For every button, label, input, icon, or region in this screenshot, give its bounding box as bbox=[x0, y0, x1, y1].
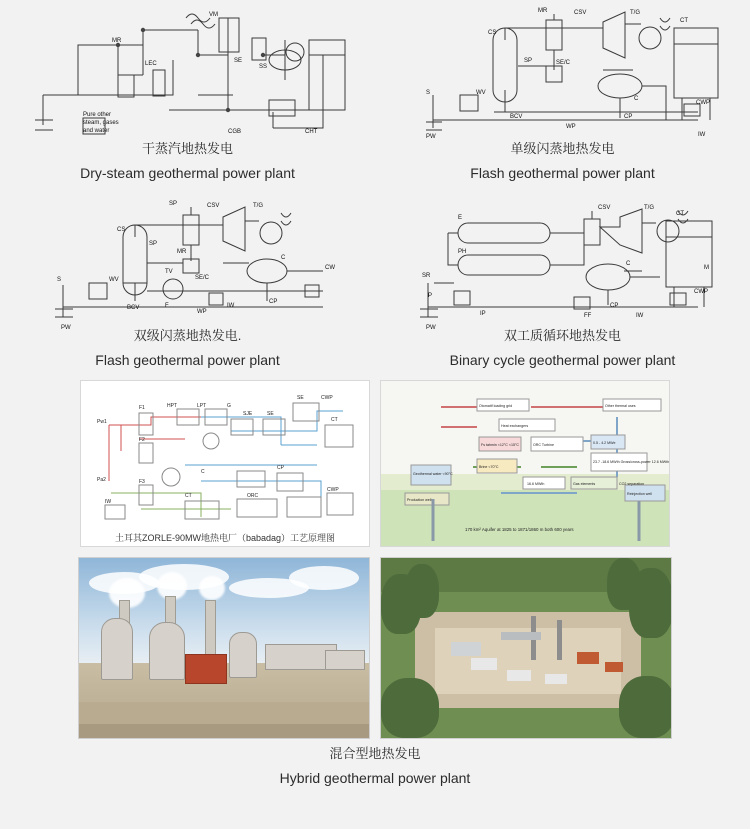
drilling-site-photo bbox=[380, 557, 672, 739]
figure-turkey-orc bbox=[80, 380, 370, 547]
orc-label-11: Geothermal water <90°C bbox=[413, 472, 453, 477]
diagram-binary-cycle bbox=[398, 197, 728, 332]
label-sr: SR bbox=[421, 273, 430, 280]
label-pw2: PW bbox=[60, 325, 71, 332]
diagram-dry-steam bbox=[23, 0, 353, 140]
label-mr3: MR bbox=[176, 249, 186, 256]
label-wp2: WP bbox=[196, 309, 207, 316]
label-cwp-b: CWP bbox=[327, 487, 339, 494]
photo-row bbox=[0, 557, 750, 739]
label-e: E bbox=[457, 215, 462, 222]
label-vm: VM bbox=[208, 12, 218, 18]
label-sp2: SP bbox=[168, 201, 177, 208]
label-tg2: T/G bbox=[252, 203, 263, 210]
figure-orc-process bbox=[380, 380, 670, 547]
label-cwp-a: CWP bbox=[321, 395, 333, 402]
label-cgb: CGB bbox=[227, 129, 241, 135]
caption-flash-single: 单级闪蒸地热发电 Flash geothermal power plant bbox=[470, 141, 655, 181]
label-iw2: IW bbox=[226, 303, 234, 310]
cell-flash-single bbox=[375, 0, 750, 183]
caption-binary-cycle: 双工质循环地热发电 Binary cycle geothermal power plant bbox=[449, 328, 676, 368]
label-se1: SE bbox=[267, 411, 274, 418]
label-sp: SP bbox=[523, 58, 532, 64]
label-iw: IW bbox=[697, 132, 705, 138]
diagram-flash-double bbox=[23, 197, 353, 332]
orc-label-4: ORC Turbine bbox=[533, 443, 554, 448]
label-iw3: IW bbox=[635, 313, 643, 320]
label-orc: ORC bbox=[247, 493, 259, 500]
orc-label-13: Production well bbox=[407, 498, 432, 503]
label-wp: WP bbox=[565, 124, 576, 130]
cell-flash-double bbox=[0, 197, 375, 370]
caption-hybrid: 混合型地热发电 Hybrid geothermal power plant bbox=[279, 746, 471, 787]
label-se: SE bbox=[233, 58, 242, 64]
label-g: G bbox=[227, 403, 231, 410]
label-bcv: BCV bbox=[509, 114, 522, 120]
figure-row bbox=[0, 380, 750, 547]
label-f1: F1 bbox=[139, 405, 145, 412]
label-c2: C bbox=[280, 255, 285, 262]
label-sp3: SP bbox=[148, 241, 157, 248]
label-cht: CHT bbox=[304, 129, 317, 135]
orc-label-6: 23.7 -18.6 MWth Gross/cross-power 12.6 MWth bbox=[593, 460, 669, 465]
label-se2: SE bbox=[297, 395, 304, 402]
label-note3: and water bbox=[82, 128, 109, 134]
label-tg3: T/G bbox=[643, 205, 654, 212]
caption-flash-double: 双级闪蒸地热发电. Flash geothermal power plant bbox=[95, 328, 280, 368]
label-ip: IP bbox=[479, 311, 486, 318]
schematic-row-2 bbox=[0, 197, 750, 370]
cell-binary-cycle bbox=[375, 197, 750, 370]
orc-label-12: Reinjection well bbox=[627, 492, 652, 497]
label-f: F bbox=[164, 303, 169, 310]
label-p: P bbox=[427, 293, 432, 300]
label-pw: PW bbox=[425, 134, 436, 140]
label-ph: PH bbox=[457, 249, 466, 256]
label-sec: SE/C bbox=[555, 60, 570, 66]
label-csv2: CSV bbox=[206, 203, 219, 210]
label-ct: CT bbox=[679, 18, 688, 24]
orc-label-9: Gas elements bbox=[573, 482, 596, 487]
orc-label-8: 16.6 MWth bbox=[527, 482, 545, 487]
label-mr-2: MR bbox=[537, 8, 547, 14]
label-tg: T/G bbox=[629, 10, 640, 16]
label-csv3: CSV bbox=[597, 205, 610, 212]
label-ct-a: CT bbox=[331, 417, 338, 424]
label-wv: WV bbox=[475, 90, 486, 96]
label-pw3: PW bbox=[425, 325, 436, 332]
orc-label-1: Other thermal uses bbox=[605, 404, 636, 409]
schematic-row-1 bbox=[0, 0, 750, 183]
label-pw1: Pw1 bbox=[97, 419, 107, 426]
figure-turkey-caption: 土耳其ZORLE-90MW地热电厂（babadag）工艺原理图 bbox=[114, 533, 336, 544]
label-s: S bbox=[425, 90, 430, 96]
label-ct3: CT bbox=[675, 211, 684, 218]
label-lpt: LPT bbox=[197, 403, 207, 410]
label-wv2: WV bbox=[108, 277, 119, 284]
label-hpt: HPT bbox=[167, 403, 177, 410]
geothermal-plant-photo bbox=[78, 557, 370, 739]
orc-label-3: Fs tahmin <12°C <15°C bbox=[481, 443, 520, 448]
orc-label-14: 170 km² Aquifer at 1825 to 1871/1860 m both 600 years bbox=[465, 527, 574, 533]
label-iw-a: IW bbox=[105, 499, 112, 506]
label-csv: CSV bbox=[573, 10, 586, 16]
label-cp2: CP bbox=[268, 299, 277, 306]
label-pa2: Pa2 bbox=[97, 477, 106, 484]
label-s2: S bbox=[56, 277, 61, 284]
orc-label-0: Otomatif loading grid bbox=[479, 404, 513, 409]
caption-dry-steam: 干蒸汽地热发电 Dry-steam geothermal power plant bbox=[80, 141, 295, 181]
diagram-flash-single bbox=[398, 0, 728, 140]
label-cp-a: CP bbox=[277, 465, 284, 472]
label-cs: CS bbox=[487, 30, 496, 36]
label-note2: steam, gases bbox=[82, 120, 119, 126]
label-cs2: CS bbox=[116, 227, 125, 234]
label-note: Pure other bbox=[82, 112, 111, 118]
orc-label-7: Brine <70°C bbox=[479, 465, 499, 470]
orc-label-2: Heat exchangers bbox=[501, 424, 529, 429]
label-ss: SS bbox=[258, 64, 267, 70]
label-lec: LEC bbox=[144, 61, 157, 67]
cell-dry-steam bbox=[0, 0, 375, 183]
label-c: C bbox=[633, 96, 638, 102]
label-sec2: SE/C bbox=[194, 275, 209, 282]
label-f3: F3 bbox=[139, 479, 145, 486]
label-tv: TV bbox=[164, 269, 173, 276]
label-m: M bbox=[703, 265, 709, 272]
label-cp3: CP bbox=[609, 303, 618, 310]
label-f2: F2 bbox=[139, 437, 145, 444]
label-c3: C bbox=[625, 261, 630, 268]
label-c-a: C bbox=[201, 469, 205, 476]
label-cwp: CWP bbox=[695, 100, 710, 106]
label-mr: MR bbox=[111, 38, 121, 44]
label-cwp3: CWP bbox=[693, 289, 708, 296]
orc-label-10: CO2 separation bbox=[619, 482, 645, 487]
orc-label-5: 0.5 - 4.2 MWe bbox=[593, 441, 616, 446]
label-cw: CW bbox=[324, 265, 335, 272]
label-cp: CP bbox=[623, 114, 632, 120]
label-ct-b: CT bbox=[185, 493, 192, 500]
label-bcv2: BCV bbox=[126, 305, 139, 312]
label-ff: FF bbox=[583, 313, 591, 320]
label-sje: SJE bbox=[243, 411, 253, 418]
